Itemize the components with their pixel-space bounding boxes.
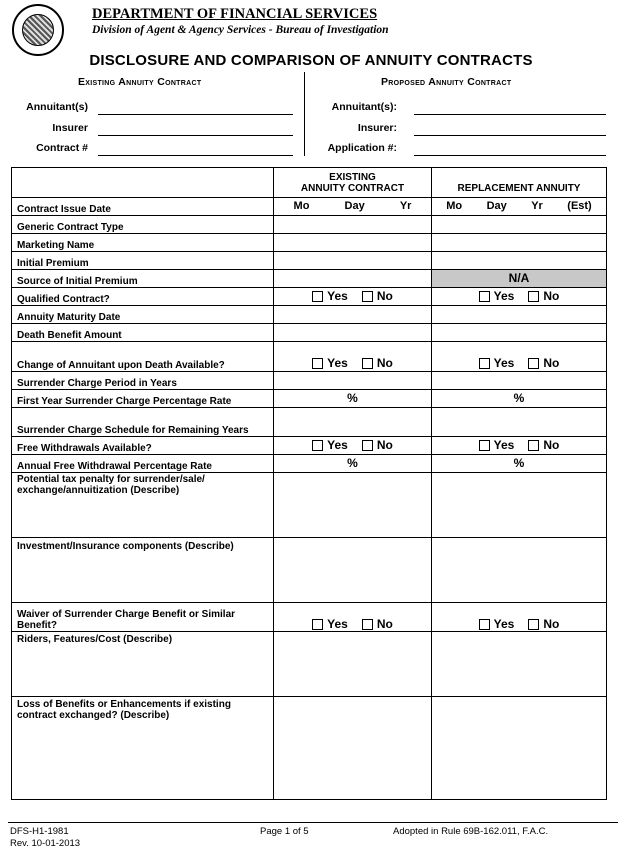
table-row [12,270,607,288]
yes-checkbox[interactable] [479,291,490,302]
row-label: Initial Premium [12,252,274,270]
table-row [12,216,607,234]
existing-value-cell[interactable] [274,372,432,390]
state-seal-icon [12,4,64,56]
row-label: Death Benefit Amount [12,324,274,342]
row-label: Generic Contract Type [12,216,274,234]
existing-change-annuitant-choice: Yes No [274,342,432,372]
existing-value-cell[interactable] [274,216,432,234]
replacement-value-cell[interactable] [432,697,607,800]
replacement-value-cell[interactable] [432,538,607,603]
existing-percent-cell[interactable]: % [274,390,432,408]
no-checkbox[interactable] [528,619,539,630]
replacement-na-cell: N/A [432,270,607,288]
existing-percent-cell[interactable]: % [274,455,432,473]
replacement-free-withdrawals-choice: Yes No [432,437,607,455]
table-row [12,306,607,324]
proposed-annuitant-field[interactable] [414,113,606,115]
existing-value-cell[interactable] [274,632,432,697]
existing-column-header: EXISTING ANNUITY CONTRACT [274,168,432,198]
existing-value-cell[interactable] [274,252,432,270]
row-label: Change of Annuitant upon Death Available? [12,342,274,372]
existing-contract-number-label: Contract # [36,142,88,154]
adoption-rule: Adopted in Rule 69B-162.011, F.A.C. [393,826,549,837]
existing-annuitant-label: Annuitant(s) [26,101,88,113]
existing-insurer-field[interactable] [98,134,293,136]
yes-checkbox[interactable] [479,440,490,451]
existing-contract-heading: Existing Annuity Contract [78,76,202,88]
footer-rule [8,822,618,823]
replacement-waiver-choice: Yes No [432,603,607,632]
row-label: Contract Issue Date [12,198,274,216]
table-row [12,324,607,342]
table-row [12,455,607,473]
table-row [12,252,607,270]
no-checkbox[interactable] [528,358,539,369]
replacement-column-header: REPLACEMENT ANNUITY [432,168,607,198]
form-title: DISCLOSURE AND COMPARISON OF ANNUITY CONTRACTS [89,52,533,69]
replacement-value-cell[interactable] [432,372,607,390]
row-label: Qualified Contract? [12,288,274,306]
yes-checkbox[interactable] [479,358,490,369]
row-label: Annuity Maturity Date [12,306,274,324]
existing-value-cell[interactable] [274,324,432,342]
form-id: DFS-H1-1981 [10,826,69,837]
existing-value-cell[interactable] [274,306,432,324]
row-label: Source of Initial Premium [12,270,274,288]
replacement-percent-cell[interactable]: % [432,455,607,473]
existing-issue-date-cell[interactable]: Mo Day Yr [274,198,432,216]
yes-checkbox[interactable] [312,291,323,302]
yes-checkbox[interactable] [312,619,323,630]
existing-free-withdrawals-choice: Yes No [274,437,432,455]
proposed-contract-heading: Proposed Annuity Contract [381,76,512,88]
existing-value-cell[interactable] [274,270,432,288]
replacement-value-cell[interactable] [432,324,607,342]
comparison-table [11,167,607,800]
division-name: Division of Agent & Agency Services - Bureau of Investigation [92,24,389,36]
existing-qualified-choice: Yes No [274,288,432,306]
row-label: Surrender Charge Schedule for Remaining Years [12,408,274,437]
replacement-value-cell[interactable] [432,216,607,234]
row-label: Annual Free Withdrawal Percentage Rate [12,455,274,473]
existing-value-cell[interactable] [274,538,432,603]
existing-value-cell[interactable] [274,408,432,437]
department-name: DEPARTMENT OF FINANCIAL SERVICES [92,6,378,22]
row-label: Surrender Charge Period in Years [12,372,274,390]
row-label: Free Withdrawals Available? [12,437,274,455]
table-row [12,538,607,603]
no-checkbox[interactable] [528,291,539,302]
table-header-blank [12,168,274,198]
replacement-change-annuitant-choice: Yes No [432,342,607,372]
page-number: Page 1 of 5 [260,826,309,837]
proposed-application-label: Application #: [327,142,397,154]
replacement-percent-cell[interactable]: % [432,390,607,408]
proposed-insurer-label: Insurer: [357,122,397,134]
replacement-value-cell[interactable] [432,252,607,270]
no-checkbox[interactable] [362,358,373,369]
replacement-value-cell[interactable] [432,632,607,697]
row-label: Riders, Features/Cost (Describe) [12,632,274,697]
row-label: First Year Surrender Charge Percentage Rate [12,390,274,408]
replacement-qualified-choice: Yes No [432,288,607,306]
table-row [12,288,607,306]
yes-checkbox[interactable] [312,358,323,369]
yes-checkbox[interactable] [479,619,490,630]
existing-insurer-label: Insurer [52,122,88,134]
table-row [12,390,607,408]
row-label: Loss of Benefits or Enhancements if existing contract exchanged? (Describe) [12,697,274,800]
replacement-value-cell[interactable] [432,306,607,324]
row-label: Investment/Insurance components (Describe) [12,538,274,603]
section-divider [304,72,305,156]
table-row [12,473,607,538]
form-revision: Rev. 10-01-2013 [10,838,81,849]
existing-annuitant-field[interactable] [98,113,293,115]
table-row [12,697,607,800]
table-row [12,342,607,372]
replacement-issue-date-cell[interactable]: Mo Day Yr (Est) [432,198,607,216]
proposed-annuitant-label: Annuitant(s): [331,101,397,113]
existing-value-cell[interactable] [274,234,432,252]
table-row [12,198,607,216]
table-row [12,234,607,252]
row-label: Potential tax penalty for surrender/sale/ exchange/annuitization (Describe) [12,473,274,538]
no-checkbox[interactable] [362,440,373,451]
table-row [12,437,607,455]
replacement-value-cell[interactable] [432,473,607,538]
no-checkbox[interactable] [528,440,539,451]
yes-checkbox[interactable] [312,440,323,451]
table-row [12,632,607,697]
existing-value-cell[interactable] [274,473,432,538]
table-row [12,603,607,632]
no-checkbox[interactable] [362,619,373,630]
existing-waiver-choice: Yes No [274,603,432,632]
existing-value-cell[interactable] [274,697,432,800]
proposed-application-field[interactable] [414,154,606,156]
no-checkbox[interactable] [362,291,373,302]
table-header-row [12,168,607,198]
existing-contract-number-field[interactable] [98,154,293,156]
table-row [12,408,607,437]
proposed-insurer-field[interactable] [414,134,606,136]
row-label: Waiver of Surrender Charge Benefit or Similar Benefit? [12,603,274,632]
table-row [12,372,607,390]
replacement-value-cell[interactable] [432,408,607,437]
replacement-value-cell[interactable] [432,234,607,252]
row-label: Marketing Name [12,234,274,252]
